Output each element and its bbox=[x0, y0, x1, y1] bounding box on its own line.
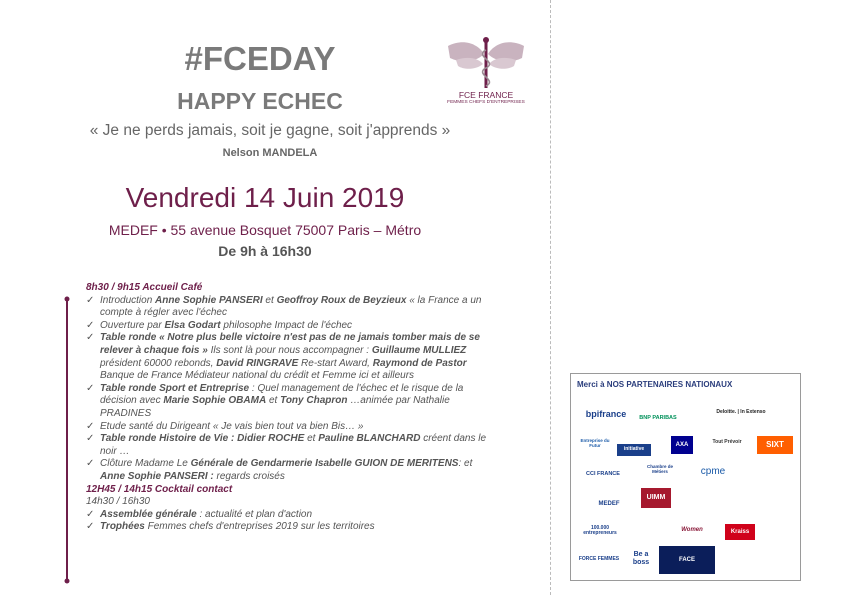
partner-logo-initiative: initiative bbox=[617, 444, 651, 456]
event-title: HAPPY ECHEC bbox=[177, 88, 343, 114]
partner-logo-medef: MEDEF bbox=[598, 500, 620, 507]
check-icon: ✓ bbox=[86, 458, 95, 470]
time-slot-cocktail: 12H45 / 14h15 Cocktail contact bbox=[86, 483, 233, 495]
program-item: ✓ Clôture Madame Le Générale de Gendarmerie Isabelle GUION DE MERITENS: et Anne Sophie PANSERI : regards croisés bbox=[86, 458, 473, 482]
timeline-line bbox=[64, 296, 70, 584]
check-icon: ✓ bbox=[86, 508, 95, 520]
event-hours: De 9h à 16h30 bbox=[218, 243, 312, 259]
check-icon: ✓ bbox=[86, 420, 95, 432]
partner-logo-entreprise-futur: Entreprise du Futur bbox=[580, 438, 610, 448]
partner-logo-100000: 100.000 entrepreneurs bbox=[583, 524, 617, 536]
program-item: ✓ Table ronde Histoire de Vie : Didier ROCHE et Pauline BLANCHARD créent dans le noir … bbox=[86, 433, 487, 457]
program-item: ✓ Table ronde « Notre plus belle victoire n'est pas de ne jamais tomber mais de se relever à chaque fois » Ils sont là pour nous accompagner : Guillaume MULLIEZ président 60000 rebonds, David RINGRAVE Re-start Award, Raymond de Pastor Banque de France Médiateur national du crédit et Femme ici et ailleurs bbox=[86, 332, 480, 382]
check-icon: ✓ bbox=[86, 433, 95, 445]
partner-logo-women: Women bbox=[681, 526, 703, 533]
page-divider bbox=[550, 0, 551, 595]
logo-name: FCE FRANCE bbox=[458, 90, 514, 100]
check-icon: ✓ bbox=[86, 521, 95, 533]
logo-subtitle: FEMMES CHEFS D'ENTREPRISES bbox=[447, 100, 525, 105]
partner-logo-be-a-boss: Be a boss bbox=[632, 551, 650, 566]
partner-logo-deloitte: Deloitte. | In Extenso bbox=[716, 409, 766, 416]
partner-logo-bnp: BNP PARIBAS bbox=[639, 414, 677, 421]
check-icon: ✓ bbox=[86, 319, 95, 331]
time-slot-welcome: 8h30 / 9h15 Accueil Café bbox=[86, 282, 203, 293]
partners-title: Merci à NOS PARTENAIRES NATIONAUX bbox=[577, 380, 733, 389]
partner-logo-kraiss: Kraiss bbox=[725, 524, 755, 540]
check-icon: ✓ bbox=[86, 294, 95, 306]
partner-logo-cci: CCI FRANCE bbox=[586, 470, 620, 477]
check-icon: ✓ bbox=[86, 382, 95, 394]
event-quote: « Je ne perds jamais, soit je gagne, soit j'apprends » bbox=[89, 122, 451, 139]
partner-logo-tout-prevoir: Tout Prévoir bbox=[712, 439, 742, 446]
program-item: ✓ Trophées Femmes chefs d'entreprises 2019 sur les territoires bbox=[86, 521, 375, 533]
partner-logo-force-femmes: FORCE FEMMES bbox=[578, 556, 620, 563]
partner-logo-axa: AXA bbox=[671, 436, 693, 454]
program-item: ✓ Ouverture par Elsa Godart philosophe Impact de l'échec bbox=[86, 319, 353, 331]
program-item: ✓ Introduction Anne Sophie PANSERI et Geoffroy Roux de Beyzieux « la France a un compte à régler avec l'échec bbox=[86, 294, 482, 319]
partner-logo-chambre-metiers: Chambre de Métiers bbox=[646, 464, 673, 474]
event-hashtag: #FCEDAY bbox=[184, 40, 336, 77]
program-list bbox=[86, 282, 496, 534]
time-slot-afternoon: 14h30 / 16h30 bbox=[86, 496, 150, 508]
program-item: ✓ Etude santé du Dirigeant « Je vais bien tout va bien Bis… » bbox=[86, 420, 364, 432]
partner-logo-bpifrance: bpifrance bbox=[585, 409, 627, 420]
partner-logo-cpme: cpme bbox=[700, 465, 726, 477]
program-item: ✓ Assemblée générale : actualité et plan d'action bbox=[86, 508, 313, 520]
partner-logo-uimm: UIMM bbox=[641, 488, 671, 508]
program-item: ✓ Table ronde Sport et Entreprise : Quel management de l'échec et le risque de la décision avec Marie Sophie OBAMA et Tony Chapron …animée par Nathalie PRADINES bbox=[86, 382, 464, 419]
event-date: Vendredi 14 Juin 2019 bbox=[125, 182, 405, 213]
partner-logo-sixt: SIXT bbox=[757, 436, 793, 454]
partner-logo-face: FACE bbox=[659, 546, 715, 574]
event-venue: MEDEF • 55 avenue Bosquet 75007 Paris – Métro bbox=[108, 222, 422, 238]
check-icon: ✓ bbox=[86, 332, 95, 344]
partners-panel bbox=[570, 373, 801, 581]
quote-author: Nelson MANDELA bbox=[222, 147, 318, 159]
